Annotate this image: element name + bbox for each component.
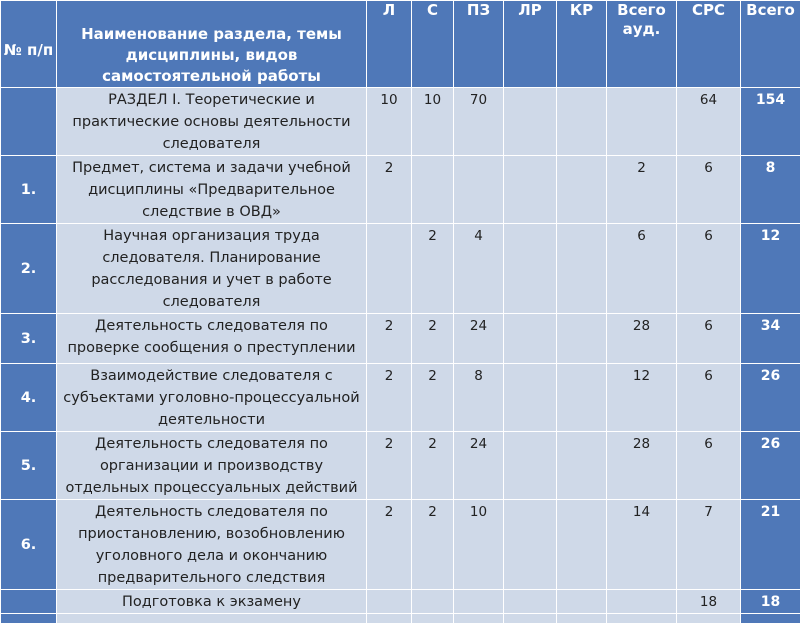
col-header-pz: ПЗ bbox=[454, 1, 504, 88]
row-name: РАЗДЕЛ I. Теоретические и практические основы деятельности следователя bbox=[57, 88, 367, 156]
cell-s bbox=[412, 590, 454, 614]
cell-total: 34 bbox=[741, 314, 800, 364]
cell-kr bbox=[557, 156, 607, 224]
cell-l: 10 bbox=[367, 88, 412, 156]
cell-lr bbox=[504, 364, 557, 432]
cell-srs: 7 bbox=[677, 500, 741, 590]
cell-total-aud: 28 bbox=[607, 432, 677, 500]
cell-pz: 24 bbox=[454, 432, 504, 500]
row-number: 6. bbox=[1, 500, 57, 590]
col-header-total: Всего bbox=[741, 1, 800, 88]
table-row bbox=[1, 432, 800, 500]
table-row bbox=[1, 224, 800, 314]
cell-s bbox=[412, 156, 454, 224]
row-name: Научная организация труда следователя. Планирование расследования и учет в работе следователя bbox=[57, 224, 367, 314]
header-row bbox=[1, 1, 800, 88]
cell-s: 10 bbox=[412, 88, 454, 156]
table-row bbox=[1, 88, 800, 156]
row-number bbox=[1, 614, 57, 624]
cell-l: 2 bbox=[367, 314, 412, 364]
cell-srs: 6 bbox=[677, 156, 741, 224]
cell-kr bbox=[557, 500, 607, 590]
row-name: Деятельность следователя по проверке сообщения о преступлении bbox=[57, 314, 367, 364]
row-name: Взаимодействие следователя с субъектами уголовно-процессуальной деятельности bbox=[57, 364, 367, 432]
cell-total-aud: 2 bbox=[607, 156, 677, 224]
cell-lr bbox=[504, 432, 557, 500]
cell-s: 2 bbox=[412, 432, 454, 500]
cell-total: 26 bbox=[741, 432, 800, 500]
cell-s: 2 bbox=[412, 364, 454, 432]
cell-srs: 6 bbox=[677, 432, 741, 500]
cell-total: 26 bbox=[741, 364, 800, 432]
cell-l: 2 bbox=[367, 500, 412, 590]
table-row bbox=[1, 156, 800, 224]
cell-l: 2 bbox=[367, 432, 412, 500]
cell-kr bbox=[557, 224, 607, 314]
table-row bbox=[1, 590, 800, 614]
cell-lr bbox=[504, 614, 557, 624]
cell-total-aud: 12 bbox=[607, 364, 677, 432]
cell-pz bbox=[454, 156, 504, 224]
cell-srs: 6 bbox=[677, 314, 741, 364]
cell-total: 12 bbox=[741, 224, 800, 314]
cell-total-aud bbox=[607, 614, 677, 624]
row-name: Деятельность следователя по организации и производству отдельных процессуальных действий bbox=[57, 432, 367, 500]
row-name: Предмет, система и задачи учебной дисциплины «Предварительное следствие в ОВД» bbox=[57, 156, 367, 224]
cell-lr bbox=[504, 500, 557, 590]
cell-total-aud: 14 bbox=[607, 500, 677, 590]
col-header-s: С bbox=[412, 1, 454, 88]
cell-total: 21 bbox=[741, 500, 800, 590]
cell-s: 2 bbox=[412, 500, 454, 590]
row-number: 5. bbox=[1, 432, 57, 500]
cell-srs: 64 bbox=[677, 88, 741, 156]
cell-total-aud: 6 bbox=[607, 224, 677, 314]
cell-srs bbox=[677, 614, 741, 624]
cell-pz: 70 bbox=[454, 88, 504, 156]
cell-total-aud bbox=[607, 590, 677, 614]
col-header-total-aud: Всего ауд. bbox=[607, 1, 677, 88]
row-number: 3. bbox=[1, 314, 57, 364]
row-number: 4. bbox=[1, 364, 57, 432]
cell-l: 2 bbox=[367, 364, 412, 432]
row-name bbox=[57, 614, 367, 624]
cell-kr bbox=[557, 614, 607, 624]
cell-l: 2 bbox=[367, 156, 412, 224]
cell-l bbox=[367, 590, 412, 614]
cell-kr bbox=[557, 314, 607, 364]
cell-pz: 8 bbox=[454, 364, 504, 432]
cell-pz: 10 bbox=[454, 500, 504, 590]
cell-pz bbox=[454, 614, 504, 624]
cell-l bbox=[367, 224, 412, 314]
cell-srs: 6 bbox=[677, 224, 741, 314]
row-number: 1. bbox=[1, 156, 57, 224]
cell-kr bbox=[557, 364, 607, 432]
cell-total-aud bbox=[607, 88, 677, 156]
row-number bbox=[1, 590, 57, 614]
cell-lr bbox=[504, 224, 557, 314]
row-name: Деятельность следователя по приостановлению, возобновлению уголовного дела и окончанию предварительного следствия bbox=[57, 500, 367, 590]
cell-l bbox=[367, 614, 412, 624]
table-row bbox=[1, 500, 800, 590]
cell-lr bbox=[504, 156, 557, 224]
cell-lr bbox=[504, 590, 557, 614]
cell-pz bbox=[454, 590, 504, 614]
cell-kr bbox=[557, 590, 607, 614]
col-header-srs: СРС bbox=[677, 1, 741, 88]
cell-lr bbox=[504, 314, 557, 364]
cell-s bbox=[412, 614, 454, 624]
col-header-kr: КР bbox=[557, 1, 607, 88]
cell-total: 8 bbox=[741, 156, 800, 224]
row-number bbox=[1, 88, 57, 156]
table-row bbox=[1, 314, 800, 364]
cell-srs: 18 bbox=[677, 590, 741, 614]
cell-s: 2 bbox=[412, 224, 454, 314]
table-row bbox=[1, 364, 800, 432]
cell-srs: 6 bbox=[677, 364, 741, 432]
col-header-num: № п/п bbox=[1, 1, 57, 88]
table-row bbox=[1, 614, 800, 624]
cell-total: 18 bbox=[741, 590, 800, 614]
col-header-lr: ЛР bbox=[504, 1, 557, 88]
row-number: 2. bbox=[1, 224, 57, 314]
col-header-name: Наименование раздела, темы дисциплины, видов самостоятельной работы bbox=[57, 1, 367, 88]
cell-kr bbox=[557, 432, 607, 500]
cell-total-aud: 28 bbox=[607, 314, 677, 364]
cell-pz: 24 bbox=[454, 314, 504, 364]
cell-total: 154 bbox=[741, 88, 800, 156]
row-name: Подготовка к экзамену bbox=[57, 590, 367, 614]
cell-total bbox=[741, 614, 800, 624]
cell-kr bbox=[557, 88, 607, 156]
cell-pz: 4 bbox=[454, 224, 504, 314]
cell-lr bbox=[504, 88, 557, 156]
col-header-l: Л bbox=[367, 1, 412, 88]
cell-s: 2 bbox=[412, 314, 454, 364]
